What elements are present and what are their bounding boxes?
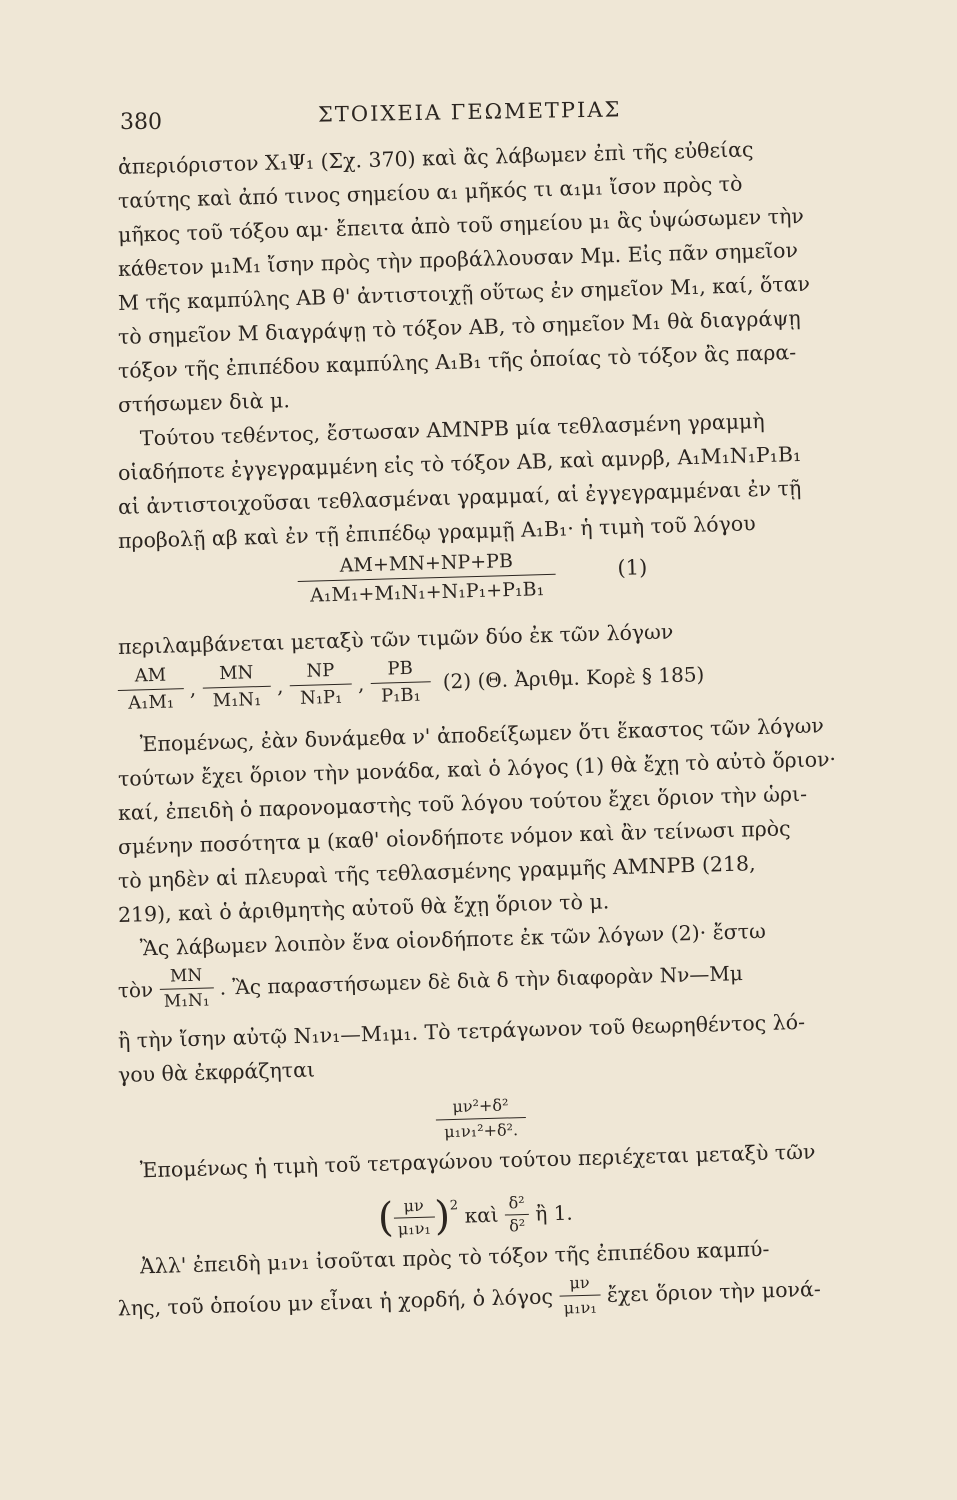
numerator: MN bbox=[202, 660, 271, 689]
denominator: μ₁ν₁ bbox=[563, 1297, 597, 1318]
fraction bbox=[370, 655, 431, 710]
denominator: M₁N₁ bbox=[163, 990, 211, 1012]
text-line: σμένην ποσότητα μ (καθ' οἱονδήποτε νόμον καὶ ἂν τείνωσι πρὸς bbox=[117, 816, 791, 859]
text-line: Ἀλλ' ἐπειδὴ μ₁ν₁ ἰσοῦται πρὸς τὸ τόξον τῆς ἐπιπέδου καμπύ- bbox=[139, 1236, 770, 1279]
exponent: 2 bbox=[449, 1198, 459, 1214]
text-fragment: ἔχει ὅριον τὴν μονά- bbox=[606, 1276, 822, 1307]
fraction bbox=[559, 1271, 601, 1321]
fraction bbox=[159, 963, 214, 1013]
text-fragment: . Ἂς παραστήσωμεν δὲ διὰ δ τὴν διαφορὰν Nν—Mμ bbox=[219, 961, 744, 1000]
text-line: στήσωμεν διὰ μ. bbox=[117, 388, 291, 417]
reference: (Θ. Ἀριθμ. Κορὲ § 185) bbox=[477, 662, 705, 693]
fraction bbox=[297, 546, 557, 610]
text-line: ἀπεριόριστον X₁Ψ₁ (Σχ. 370) καὶ ἂς λάβωμεν ἐπὶ τῆς εὐθείας bbox=[117, 137, 754, 179]
text-line: ταύτης καὶ ἀπό τινος σημείου α₁ μῆκός τι α₁μ₁ ἴσον πρὸς τὸ bbox=[117, 171, 743, 213]
page-number: 380 bbox=[120, 110, 162, 135]
numerator: NP bbox=[289, 657, 352, 686]
numerator: PB bbox=[370, 655, 431, 684]
text-fragment: ἢ 1. bbox=[534, 1200, 574, 1226]
denominator: A₁M₁ bbox=[127, 691, 175, 714]
numerator: μν bbox=[559, 1271, 601, 1297]
numerator: AM bbox=[117, 662, 184, 691]
text-line: ἢ τὴν ἴσην αὐτῷ N₁ν₁—M₁μ₁. Τὸ τετράγωνον τοῦ θεωρηθέντος λό- bbox=[117, 1009, 806, 1053]
text-line: Ἐπομένως ἡ τιμὴ τοῦ τετραγώνου τούτου περιέχεται μεταξὺ τῶν bbox=[139, 1139, 816, 1183]
text-line: κάθετον μ₁M₁ ἴσην πρὸς τὴν προβάλλουσαν Mμ. Εἰς πᾶν σημεῖον bbox=[117, 238, 799, 281]
fraction bbox=[202, 660, 272, 715]
page-body bbox=[117, 137, 858, 1350]
text-line: 219), καὶ ὁ ἀριθμητὴς αὐτοῦ θὰ ἔχῃ ὅριον τὸ μ. bbox=[117, 889, 610, 927]
text-line: τούτων ἔχει ὅριον τὴν μονάδα, καὶ ὁ λόγος (1) θὰ ἔχῃ τὸ αὐτὸ ὅριον· bbox=[117, 746, 837, 791]
numerator: μν bbox=[393, 1194, 435, 1218]
text-line: αἱ ἀντιστοιχοῦσαι τεθλασμέναι γραμμαί, αἱ ἐγγεγραμμέναι ἐν τῇ bbox=[117, 475, 802, 519]
running-title: ΣΤΟΙΧΕΙΑ ΓΕΩΜΕΤΡΙΑΣ bbox=[317, 97, 622, 127]
text-line: τὸ σημεῖον M διαγράψῃ τὸ τόξον AB, τὸ σημεῖον M₁ θὰ διαγράψῃ bbox=[117, 305, 801, 349]
denominator: A₁M₁+M₁N₁+N₁P₁+P₁B₁ bbox=[309, 578, 545, 607]
numerator: MN bbox=[159, 963, 214, 989]
text-line: προβολῇ αβ καὶ ἐν τῇ ἐπιπέδῳ γραμμῇ A₁B₁· ἡ τιμὴ τοῦ λόγου bbox=[117, 511, 756, 553]
denominator: N₁P₁ bbox=[299, 686, 343, 709]
fraction bbox=[117, 662, 184, 717]
text-fragment: καὶ bbox=[464, 1202, 499, 1228]
numerator: AM+MN+NP+PB bbox=[297, 546, 556, 582]
fraction bbox=[504, 1191, 529, 1237]
equation-2: $\frac{AM}{\text{A₁M₁}}$ , $\frac{MN}{\text{M₁N₁}}$ , $\frac{NP}{\text{N₁P₁}}$ , $\frac{PB}{\text{P₁B₁}}$ (2) (Θ. Ἀριθμ. Κορὲ § 185) bbox=[117, 643, 858, 728]
text-fragment: λης, τοῦ ὁποίου μν εἶναι ἡ χορδή, ὁ λόγος bbox=[117, 1284, 554, 1321]
equation-label: (2) bbox=[442, 668, 472, 694]
text-line: γου θὰ ἐκφράζηται bbox=[117, 1057, 316, 1087]
equation-5: ( $\frac{\mu\nu}{\text{μ₁ν₁}}$ )$^2$ καὶ $\frac{\text{δ²}}{\text{δ²}}$ ἢ 1. bbox=[377, 1192, 574, 1242]
denominator: δ² bbox=[508, 1215, 526, 1235]
denominator: M₁N₁ bbox=[212, 689, 262, 712]
text-line: τὸ μηδὲν αἱ πλευραὶ τῆς τεθλασμένης γραμμῆς AMNPB (218, bbox=[117, 851, 756, 893]
fraction bbox=[289, 657, 353, 712]
text-line: M τῆς καμπύλης AB θ' ἀντιστοιχῇ οὕτως ἐν σημεῖον M₁, καί, ὅταν bbox=[117, 271, 811, 315]
denominator: μ₁ν₁²+δ². bbox=[443, 1120, 519, 1142]
denominator: μ₁ν₁ bbox=[397, 1218, 432, 1239]
fraction bbox=[393, 1194, 435, 1240]
denominator: P₁B₁ bbox=[380, 684, 422, 707]
numerator: μν²+δ² bbox=[435, 1093, 526, 1121]
equation-label: (1) bbox=[617, 555, 648, 581]
text-line: τόξον τῆς ἐπιπέδου καμπύλης A₁B₁ τῆς ὁποίας τὸ τόξον ἂς παρα- bbox=[117, 340, 797, 383]
text-line: οἱαδήποτε ἐγγεγραμμένη εἰς τὸ τόξον AB, καὶ αμνρβ, A₁M₁N₁P₁B₁ bbox=[117, 441, 802, 485]
text-line: περιλαμβάνεται μεταξὺ τῶν τιμῶν δύο ἐκ τῶν λόγων bbox=[117, 619, 674, 659]
text-line: Ἐπομένως, ἐὰν δυνάμεθα ν' ἀποδείξωμεν ὅτι ἕκαστος τῶν λόγων bbox=[139, 713, 825, 757]
text-fragment: τὸν bbox=[117, 977, 154, 1003]
text-line: καί, ἐπειδὴ ὁ παρονομαστὴς τοῦ λόγου τούτου ἔχει ὅριον τὴν ὡρι- bbox=[117, 781, 808, 825]
text-line: Ἂς λάβωμεν λοιπὸν ἕνα οἱονδήποτε ἐκ τῶν λόγων (2)· ἔστω bbox=[139, 918, 767, 961]
numerator: δ² bbox=[504, 1191, 529, 1215]
text-line: Τούτου τεθέντος, ἔστωσαν AMNPB μία τεθλασμένη γραμμὴ bbox=[139, 408, 765, 451]
text-line: μῆκος τοῦ τόξου αμ· ἔπειτα ἀπὸ τοῦ σημείου μ₁ ἂς ὑψώσωμεν τὴν bbox=[117, 203, 805, 247]
fraction bbox=[435, 1093, 526, 1144]
